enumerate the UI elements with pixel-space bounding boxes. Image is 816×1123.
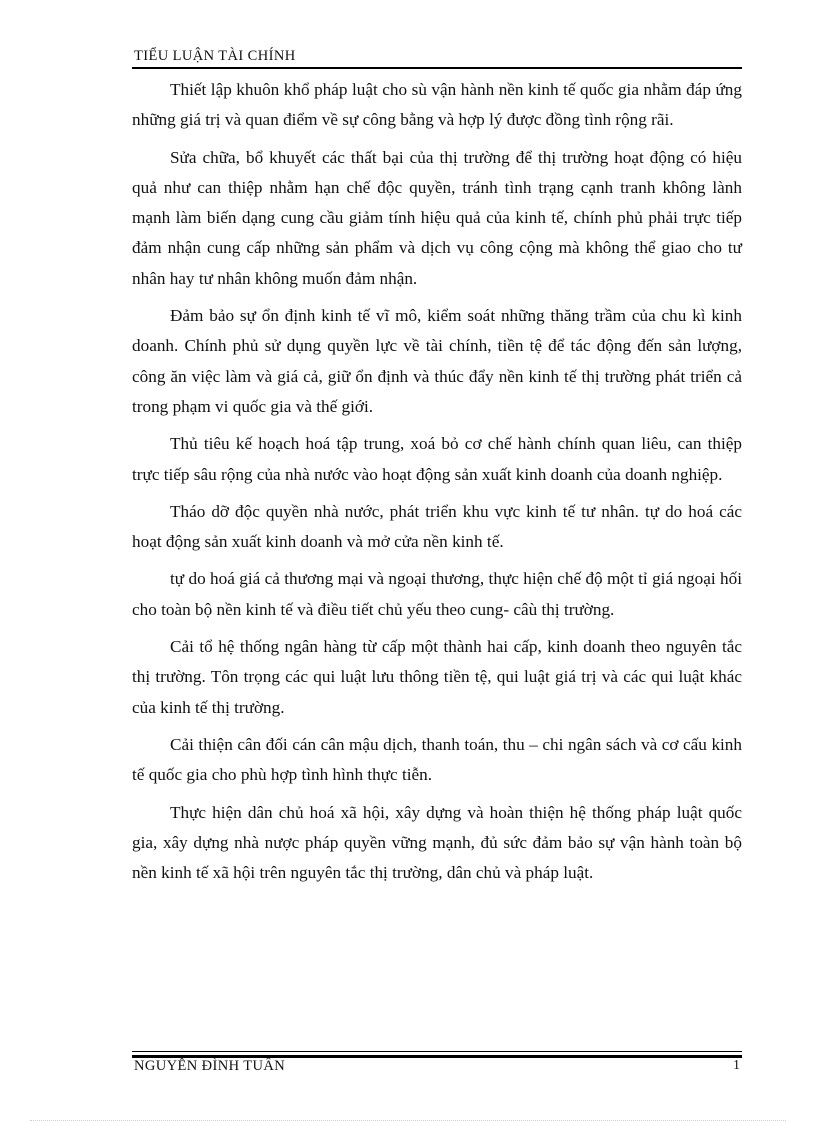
paragraph: Cải thiện cân đối cán cân mậu dịch, thanh toán, thu – chi ngân sách và cơ cấu kinh tế quốc gia cho phù hợp tình hình thực tiễn. (132, 734, 742, 785)
paragraph: Đảm bảo sự ổn định kinh tế vĩ mô, kiểm soát những thăng trầm của chu kì kinh doanh. Chính phủ sử dụng quyền lực về tài chính, tiền tệ để tác động đến sản lượng, công ăn việc làm và giá cả, giữ ổn định và thúc đẩy nền kinh tế thị trường phát triển cả trong phạm vi quốc gia và thế giới. (132, 306, 742, 416)
paragraph: Sửa chữa, bổ khuyết các thất bại của thị trường để thị trường hoạt động có hiệu quả như can thiệp nhằm hạn chế độc quyền, tránh tình trạng cạnh tranh không lành mạnh làm biến dạng cung cầu giảm tính hiệu quả của kinh tế, chính phủ phải trực tiếp đảm nhận cung cấp những sản phẩm và dịch vụ công cộng mà không thể giao cho tư nhân hay tư nhân không muốn đảm nhận. (132, 147, 742, 288)
document-header-title: TIỂU LUẬN TÀI CHÍNH (134, 48, 296, 64)
page-number: 1 (733, 1058, 740, 1073)
page-edge-divider (30, 1120, 786, 1121)
paragraph: tự do hoá giá cả thương mại và ngoại thương, thực hiện chế độ một tỉ giá ngoại hối cho toàn bộ nền kinh tế và điều tiết chủ yếu theo cung- câù thị trường. (132, 569, 742, 619)
header-rule (132, 67, 742, 69)
paragraph: Tháo dỡ độc quyền nhà nước, phát triển khu vực kinh tế tư nhân. tự do hoá các hoạt động sản xuất kinh doanh và mở cửa nền kinh tế. (132, 501, 742, 552)
footer-author: NGUYỄN ĐÌNH TUẤN (134, 1058, 286, 1074)
paragraph: Cải tổ hệ thống ngân hàng từ cấp một thành hai cấp, kinh doanh theo nguyên tắc thị trường. Tôn trọng các qui luật lưu thông tiền tệ, qui luật giá trị và các qui luật khác của kinh tế thị trường. (132, 637, 742, 717)
paragraph: Thiết lập khuôn khổ pháp luật cho sù vận hành nền kinh tế quốc gia nhằm đáp ứng những giá trị và quan điểm về sự công bằng và hợp lý được đồng tình rộng rãi. (132, 80, 742, 130)
document-body (132, 75, 742, 895)
footer-rule-thin (132, 1051, 742, 1052)
paragraph: Thực hiện dân chủ hoá xã hội, xây dựng và hoàn thiện hệ thống pháp luật quốc gia, xây dựng nhà nược pháp quyền vững mạnh, đủ sức đảm bảo sự vận hành toàn bộ nền kinh tế xã hội trên nguyên tắc thị trường, dân chủ và pháp luật. (132, 802, 742, 883)
paragraph: Thủ tiêu kế hoạch hoá tập trung, xoá bỏ cơ chế hành chính quan liêu, can thiệp trực tiếp sâu rộng của nhà nước vào hoạt động sản xuất kinh doanh của doanh nghiệp. (132, 434, 742, 484)
